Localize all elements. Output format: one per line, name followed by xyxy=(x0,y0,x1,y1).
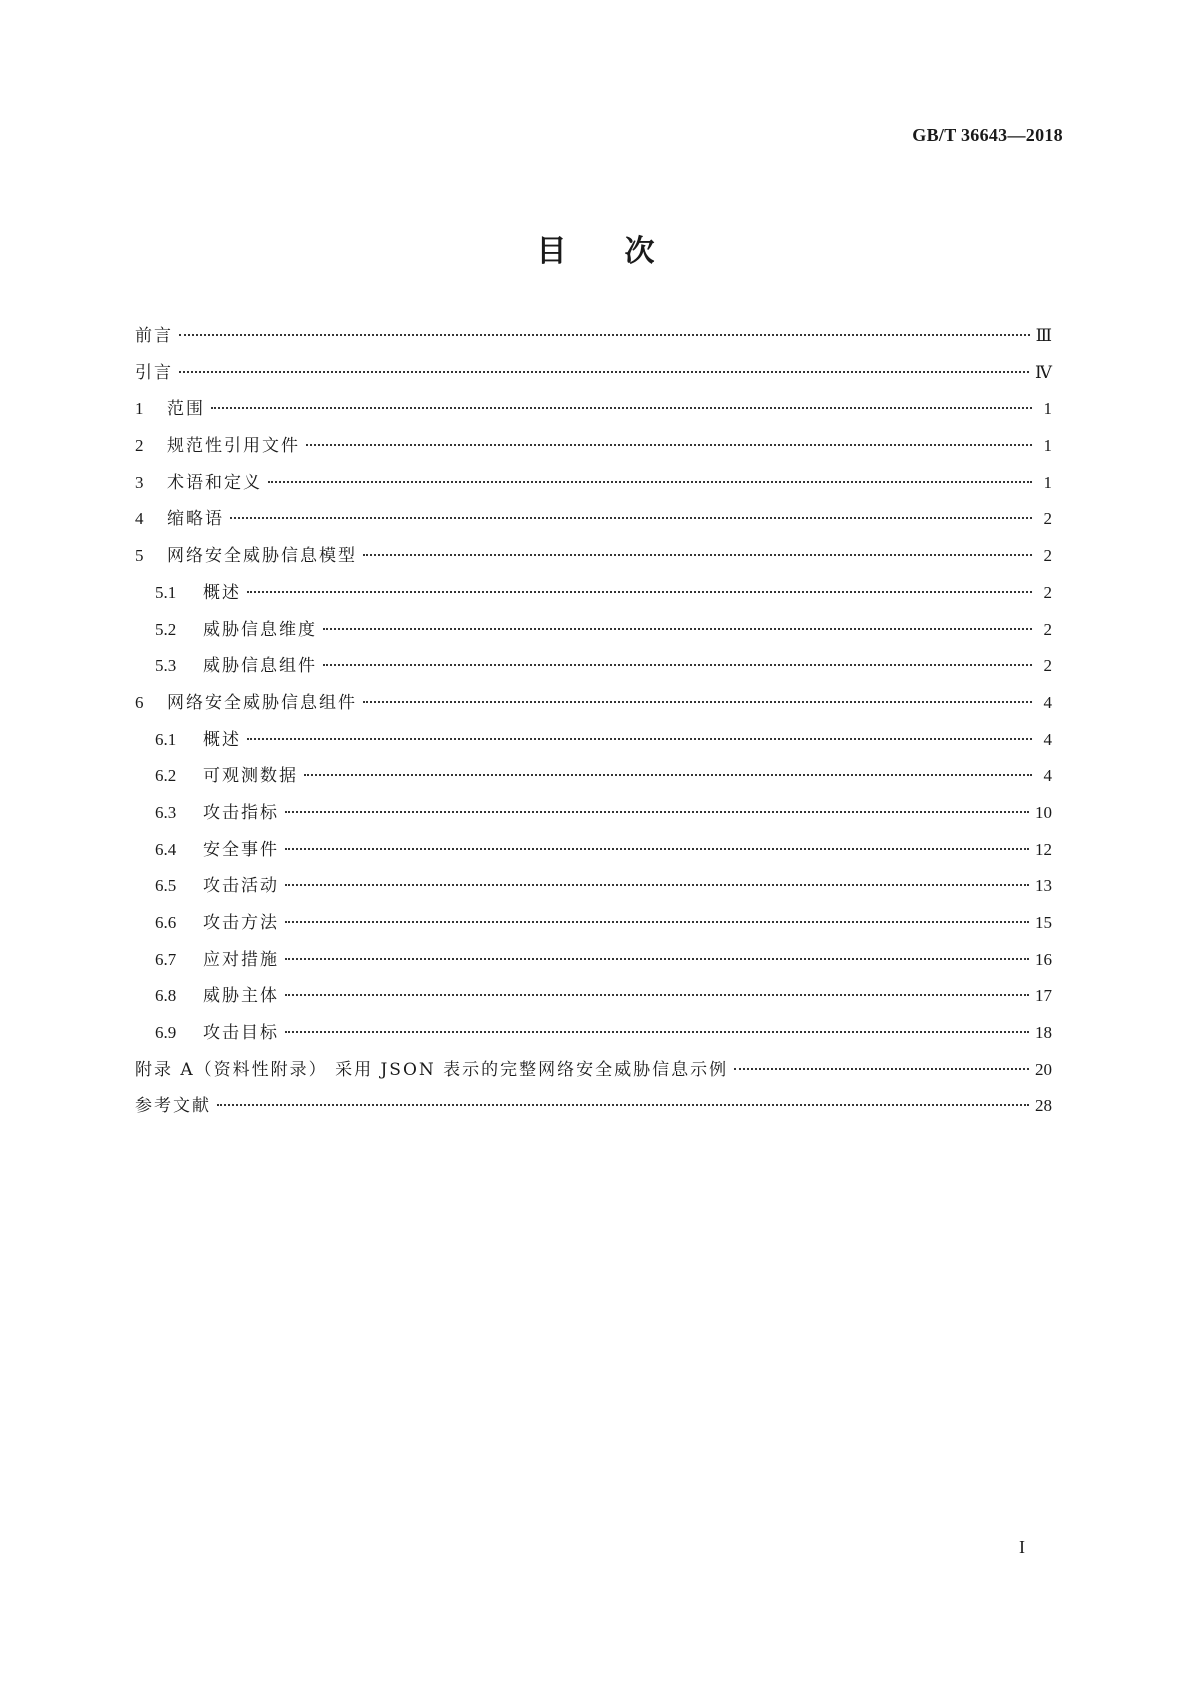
toc-entry-page: 20 xyxy=(1035,1059,1052,1079)
toc-entry-number: 1 xyxy=(135,399,144,419)
toc-entry[interactable] xyxy=(135,950,1052,987)
toc-entry[interactable] xyxy=(135,620,1052,657)
toc-entry-number: 6.7 xyxy=(155,949,177,969)
toc-entry-number: 6.2 xyxy=(155,766,177,786)
toc-entry-label: 缩略语 xyxy=(167,509,224,530)
toc-entry-label: 参考文献 xyxy=(135,1096,211,1117)
toc-entry-page: 1 xyxy=(1043,399,1052,419)
toc-entry[interactable] xyxy=(135,363,1052,400)
toc-entry-label: 攻击指标 xyxy=(203,802,279,823)
toc-entry-number: 5 xyxy=(135,546,144,566)
toc-entry-label: 网络安全威胁信息组件 xyxy=(167,692,357,713)
toc-entry-page: 2 xyxy=(1043,546,1052,566)
toc-entry-page: 2 xyxy=(1043,509,1052,529)
toc-entry-number: 6.3 xyxy=(155,802,177,822)
toc-entry-label: 概述 xyxy=(203,582,241,603)
toc-entry-page: 4 xyxy=(1043,692,1052,712)
toc-entry-page: 2 xyxy=(1043,619,1052,639)
table-of-contents xyxy=(135,326,1052,1133)
toc-entry-label: 可观测数据 xyxy=(203,766,298,787)
toc-entry[interactable] xyxy=(135,1023,1052,1060)
toc-entry[interactable] xyxy=(135,656,1052,693)
dot-leader xyxy=(285,848,1029,850)
toc-entry-page: 1 xyxy=(1043,472,1052,492)
toc-entry-page: 13 xyxy=(1035,876,1052,896)
toc-entry-number: 6.6 xyxy=(155,913,177,932)
toc-entry-label: 引言 xyxy=(135,362,173,383)
toc-entry-label: 概述 xyxy=(203,729,241,750)
toc-entry-number: 6.1 xyxy=(155,729,177,749)
dot-leader xyxy=(363,701,1032,703)
toc-entry-label: 威胁信息维度 xyxy=(203,619,317,640)
toc-entry-label: 附录 A（资料性附录） 采用 JSON 表示的完整网络安全威胁信息示例 xyxy=(135,1059,729,1080)
toc-entry-page: 12 xyxy=(1035,839,1052,859)
toc-entry[interactable] xyxy=(135,546,1052,583)
dot-leader xyxy=(323,664,1032,666)
toc-entry-page: 17 xyxy=(1035,986,1052,1006)
dot-leader xyxy=(179,371,1029,373)
dot-leader xyxy=(179,334,1030,336)
toc-entry[interactable] xyxy=(135,766,1052,803)
dot-leader xyxy=(363,554,1032,556)
toc-entry-page: Ⅲ xyxy=(1035,326,1052,345)
page-title xyxy=(0,226,1191,270)
toc-entry-label: 前言 xyxy=(135,326,173,346)
toc-entry[interactable] xyxy=(135,693,1052,730)
toc-entry-label: 威胁信息组件 xyxy=(203,656,317,677)
dot-leader xyxy=(230,517,1032,519)
toc-entry[interactable] xyxy=(135,509,1052,546)
toc-entry[interactable] xyxy=(135,436,1052,473)
dot-leader xyxy=(285,884,1029,886)
dot-leader xyxy=(323,628,1032,630)
toc-entry-page: 15 xyxy=(1035,913,1052,932)
dot-leader xyxy=(306,444,1032,446)
toc-entry-page: 2 xyxy=(1043,582,1052,602)
toc-entry-page: 4 xyxy=(1043,729,1052,749)
toc-entry-label: 攻击活动 xyxy=(203,876,279,897)
toc-entry-label: 攻击目标 xyxy=(203,1023,279,1044)
toc-entry[interactable] xyxy=(135,913,1052,950)
toc-entry-number: 6.5 xyxy=(155,876,177,896)
toc-entry-label: 安全事件 xyxy=(203,839,279,860)
toc-entry-number: 5.2 xyxy=(155,619,177,639)
toc-entry-number: 6.9 xyxy=(155,1023,177,1043)
toc-entry[interactable] xyxy=(135,399,1052,436)
title-part-2: 次 xyxy=(624,234,655,269)
toc-entry-number: 3 xyxy=(135,472,144,492)
toc-entry-page: 4 xyxy=(1043,766,1052,786)
toc-entry-number: 6.8 xyxy=(155,986,177,1006)
toc-entry-page: 1 xyxy=(1043,436,1052,456)
toc-entry-page: 28 xyxy=(1035,1096,1052,1116)
toc-entry-label: 威胁主体 xyxy=(203,986,279,1007)
toc-entry[interactable] xyxy=(135,326,1052,363)
toc-entry-label: 术语和定义 xyxy=(167,472,262,493)
toc-entry[interactable] xyxy=(135,1060,1052,1097)
toc-entry-page: 2 xyxy=(1043,656,1052,676)
toc-entry[interactable] xyxy=(135,986,1052,1023)
toc-entry[interactable] xyxy=(135,803,1052,840)
toc-entry-page: 16 xyxy=(1035,949,1052,969)
toc-entry-number: 4 xyxy=(135,509,144,529)
toc-entry[interactable] xyxy=(135,876,1052,913)
dot-leader xyxy=(285,921,1029,923)
toc-entry-page: Ⅳ xyxy=(1035,362,1052,382)
toc-entry-label: 应对措施 xyxy=(203,949,279,970)
title-part-1: 目 xyxy=(536,234,567,269)
toc-entry-page: 10 xyxy=(1035,802,1052,822)
toc-entry-number: 5.1 xyxy=(155,582,177,602)
toc-entry[interactable] xyxy=(135,473,1052,510)
toc-entry-page: 18 xyxy=(1035,1023,1052,1043)
toc-entry-number: 6.4 xyxy=(155,839,177,859)
dot-leader xyxy=(285,958,1029,960)
toc-entry[interactable] xyxy=(135,583,1052,620)
dot-leader xyxy=(247,591,1032,593)
toc-entry-number: 6 xyxy=(135,692,144,712)
page-number: I xyxy=(1019,1537,1025,1557)
dot-leader xyxy=(211,407,1032,409)
dot-leader xyxy=(285,994,1029,996)
toc-entry[interactable] xyxy=(135,730,1052,767)
dot-leader xyxy=(734,1068,1029,1070)
toc-entry-label: 攻击方法 xyxy=(203,913,279,933)
dot-leader xyxy=(285,1031,1029,1033)
dot-leader xyxy=(285,811,1029,813)
toc-entry[interactable] xyxy=(135,1096,1052,1133)
dot-leader xyxy=(217,1104,1029,1106)
standard-code: GB/T 36643—2018 xyxy=(912,125,1063,145)
toc-entry[interactable] xyxy=(135,840,1052,877)
toc-entry-label: 规范性引用文件 xyxy=(167,436,300,457)
dot-leader xyxy=(268,481,1032,483)
toc-entry-label: 范围 xyxy=(167,399,205,420)
dot-leader xyxy=(304,774,1032,776)
dot-leader xyxy=(247,738,1032,740)
toc-entry-number: 5.3 xyxy=(155,656,177,676)
toc-entry-number: 2 xyxy=(135,436,144,456)
toc-entry-label: 网络安全威胁信息模型 xyxy=(167,546,357,567)
